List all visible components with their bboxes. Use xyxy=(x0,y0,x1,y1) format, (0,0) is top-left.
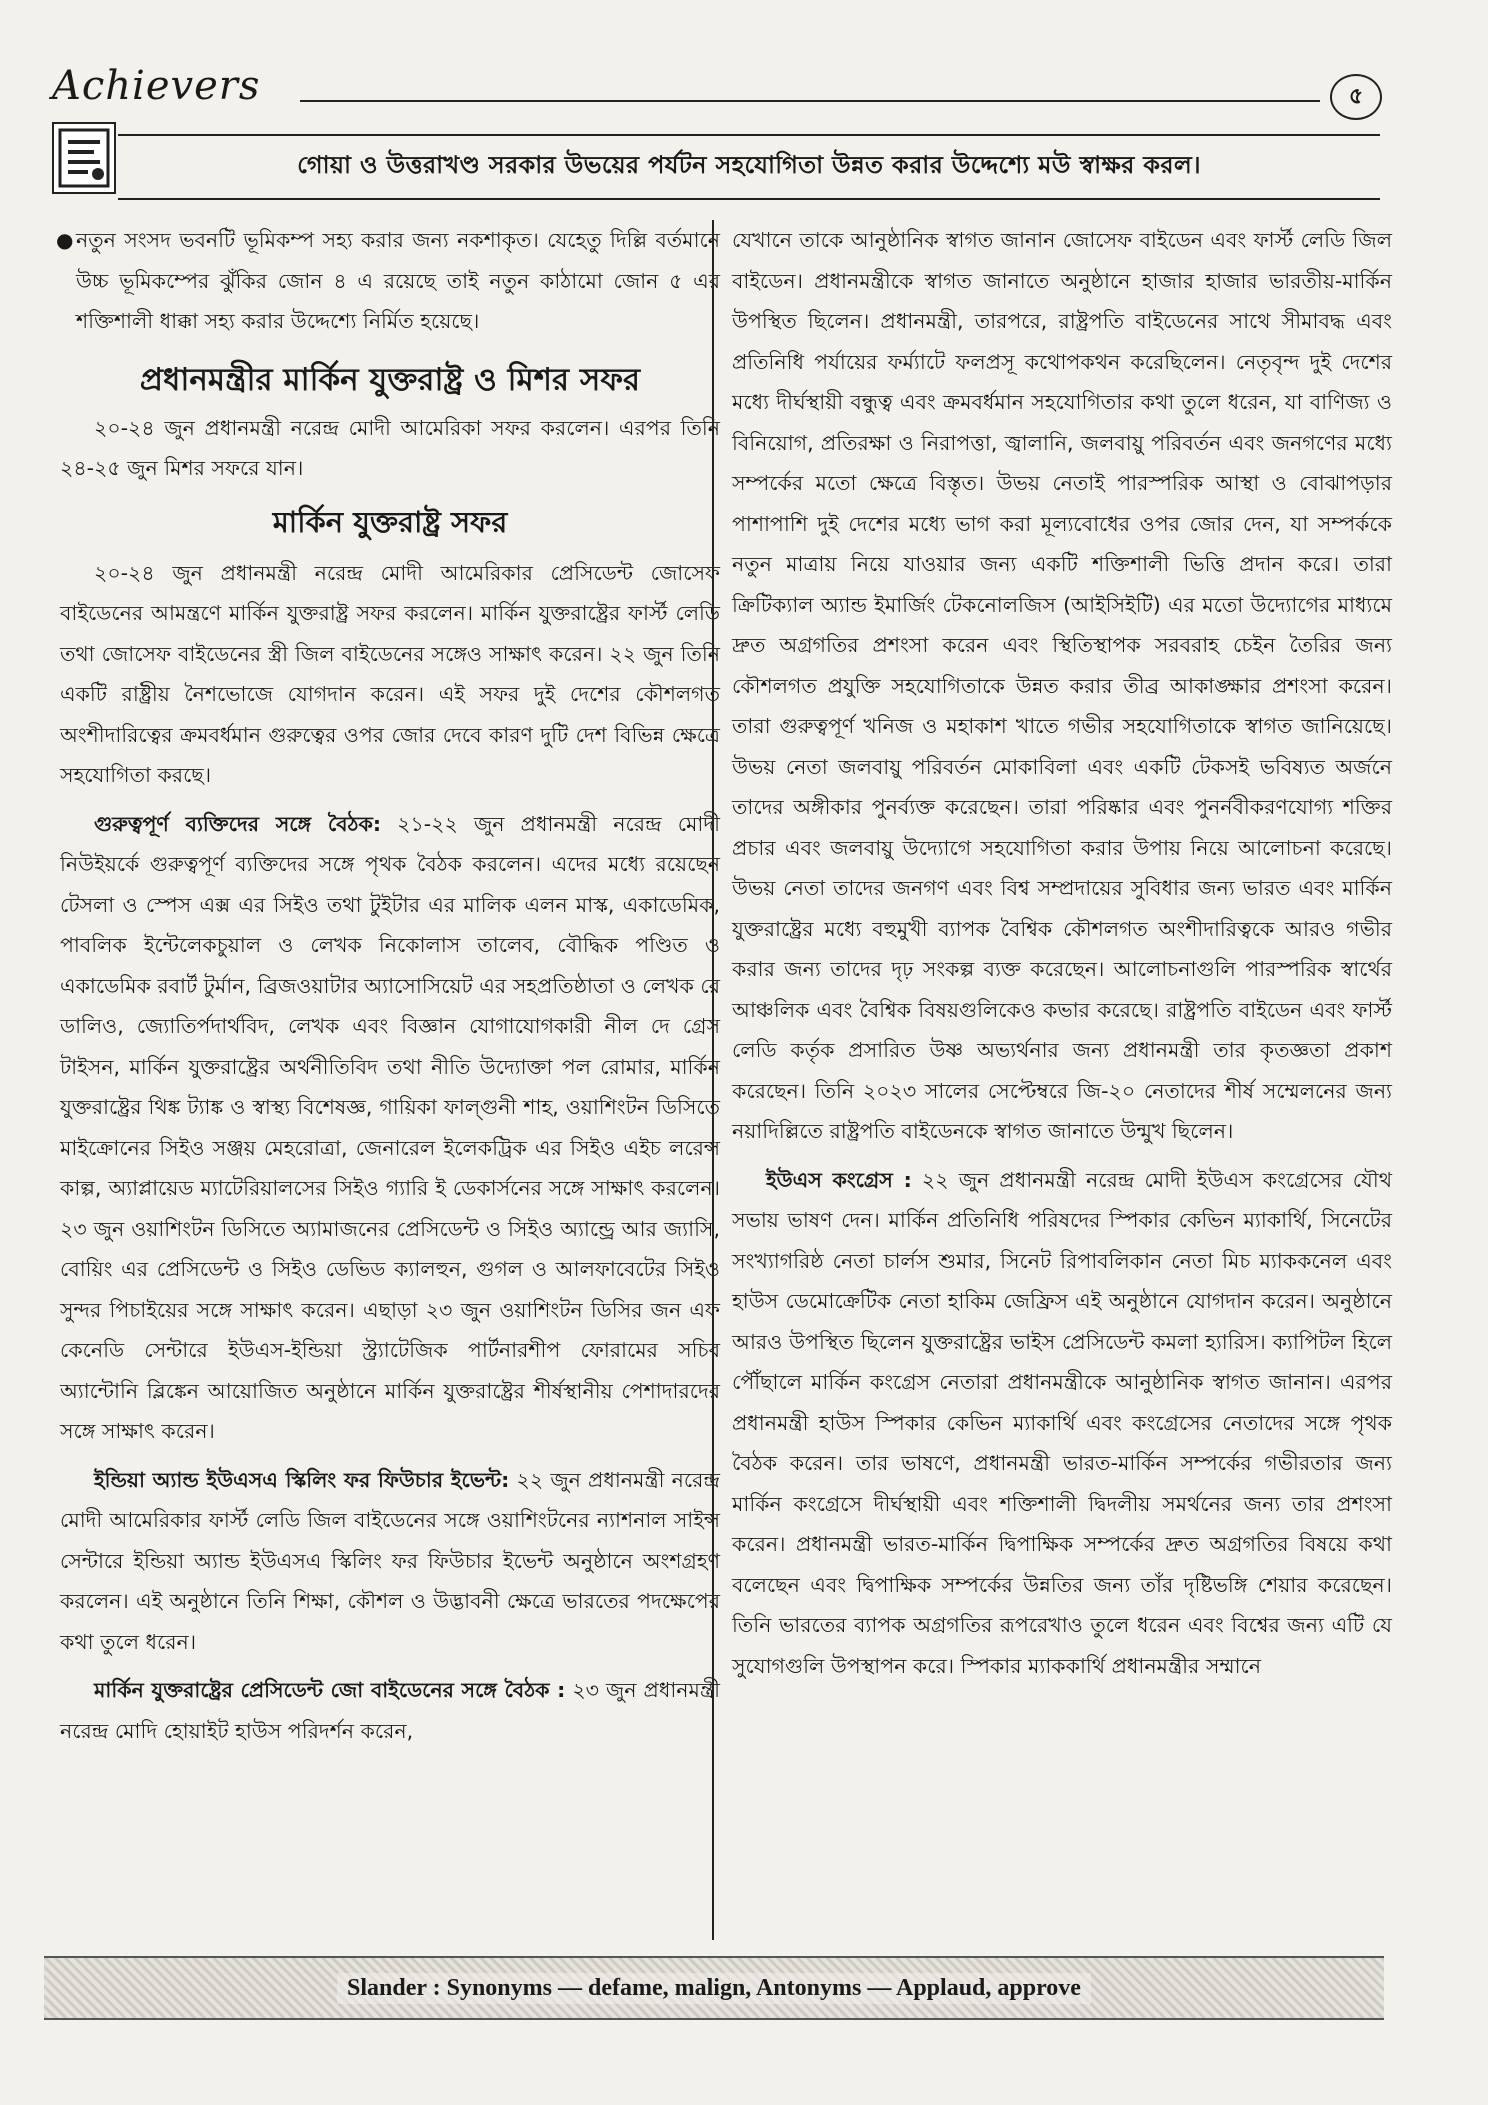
paragraph-4 xyxy=(60,1670,720,1751)
paragraph-4-lead: মার্কিন যুক্তরাষ্ট্রের প্রেসিডেন্ট জো বাইডেনের সঙ্গে বৈঠক : xyxy=(94,1678,566,1702)
paragraph-6 xyxy=(732,1160,1392,1687)
article-intro: ২০-২৪ জুন প্রধানমন্ত্রী নরেন্দ্র মোদী আমেরিকা সফর করলেন। এরপর তিনি ২৪-২৫ জুন মিশর সফরে যান। xyxy=(60,415,720,480)
bullet-text: নতুন সংসদ ভবনটি ভূমিকম্প সহ্য করার জন্য নকশাকৃত। যেহেতু দিল্লি বর্তমানে উচ্চ ভূমিকম্পের ঝুঁকির জোন ৪ এ রয়েছে তাই নতুন কাঠামো জোন ৫ এর শক্তিশালী ধাক্কা সহ্য করার উদ্দেশ্যে নির্মিত হয়েছে। xyxy=(76,228,720,333)
paragraph-6-lead: ইউএস কংগ্রেস : xyxy=(766,1167,912,1192)
header-rule xyxy=(300,100,1320,102)
paragraph-6-body: ২২ জুন প্রধানমন্ত্রী নরেন্দ্র মোদী ইউএস কংগ্রেসের যৌথ সভায় ভাষণ দেন। মার্কিন প্রতিনিধি পরিষদের স্পিকার কেভিন ম্যাকার্থি, সিনেটের সংখ্যাগরিষ্ঠ নেতা চার্লস শুমার, সিনেট রিপাবলিকান নেতা মিচ ম্যাককনেল এবং হাউস ডেমোক্রেটিক নেতা হাকিম জেফ্রিস এই অনুষ্ঠানে যোগদান করেন। অনুষ্ঠানে আরও উপস্থিত ছিলেন যুক্তরাষ্ট্রের ভাইস প্রেসিডেন্ট কমলা হ্যারিস। ক্যাপিটল হিলে পৌঁছালে মার্কিন কংগ্রেস নেতারা প্রধানমন্ত্রীকে আনুষ্ঠানিক স্বাগত জানান। এরপর প্রধানমন্ত্রী হাউস স্পিকার কেভিন ম্যাকার্থি এবং কংগ্রেসের নেতাদের সঙ্গে পৃথক বৈঠক করেন। তার ভাষণে, প্রধানমন্ত্রী ভারত-মার্কিন সম্পর্কের গভীরতার জন্য মার্কিন কংগ্রেসে দীর্ঘস্থায়ী এবং শক্তিশালী দ্বিদলীয় সমর্থনের জন্য তার প্রশংসা করেন। প্রধানমন্ত্রী ভারত-মার্কিন দ্বিপাক্ষিক সম্পর্কের দ্রুত অগ্রগতির বিষয়ে কথা বলেছেন এবং দ্বিপাক্ষিক সম্পর্কের উন্নতির জন্য তাঁর দৃষ্টিভঙ্গি শেয়ার করেছেন। তিনি ভারতের ব্যাপক অগ্রগতির রূপরেখাও তুলে ধরেন এবং বিশ্বের জন্য এটি যে সুযোগগুলি উপস্থাপন করে। স্পিকার ম্যাককার্থি প্রধানমন্ত্রীর সম্মানে xyxy=(732,1167,1392,1678)
left-column xyxy=(56,220,720,1759)
paragraph-3 xyxy=(60,1460,720,1663)
paragraph-3-lead: ইন্ডিয়া অ্যান্ড ইউএসএ স্কিলিং ফর ফিউচার ইভেন্ট: xyxy=(94,1467,510,1492)
paragraph-3-body: ২২ জুন প্রধানমন্ত্রী নরেন্দ্র মোদী আমেরিকার ফার্স্ট লেডি জিল বাইডেনের সঙ্গে ওয়াশিংটনের ন্যাশনাল সাইন্স সেন্টারে ইন্ডিয়া অ্যান্ড ইউএসএ স্কিলিং ফর ফিউচার ইভেন্ট অনুষ্ঠানে অংশগ্রহণ করলেন। এই অনুষ্ঠানে তিনি শিক্ষা, কৌশল ও উদ্ভাবনী ক্ষেত্রে ভারতের পদক্ষেপের কথা তুলে ধরেন। xyxy=(60,1467,720,1654)
paragraph-2 xyxy=(60,804,720,1452)
paragraph-4-body: ২৩ জুন প্রধানমন্ত্রী নরেন্দ্র মোদি হোয়াইট হাউস পরিদর্শন করেন, xyxy=(60,1678,720,1743)
news-icon xyxy=(52,122,116,194)
article-title: প্রধানমন্ত্রীর মার্কিন যুক্তরাষ্ট্র ও মিশর সফর xyxy=(139,361,641,398)
footer-vocab-text: Slander : Synonyms — defame, malign, Antonyms — Applaud, approve xyxy=(337,1973,1091,2004)
paragraph-2-body: ২১-২২ জুন প্রধানমন্ত্রী নরেন্দ্র মোদী নিউইয়র্কে গুরুত্বপূর্ণ ব্যক্তিদের সঙ্গে পৃথক বৈঠক করলেন। এদের মধ্যে রয়েছেন টেসলা ও স্পেস এক্স এর সিইও তথা টুইটার এর মালিক এলন মাস্ক, একাডেমিক, পাবলিক ইন্টেলেকচুয়াল ও লেখক নিকোলাস তালেব, বৌদ্ধিক পণ্ডিত ও একাডেমিক রবার্ট টুর্মান, ব্রিজওয়াটার অ্যাসোসিয়েট এর সহপ্রতিষ্ঠাতা ও লেখক রে ডালিও, জ্যোতির্পদার্থবিদ, লেখক এবং বিজ্ঞান যোগাযোগকারী নীল দে গ্রেস টাইসন, মার্কিন যুক্তরাষ্ট্রের অর্থনীতিবিদ তথা নীতি উদ্যোক্তা পল রোমার, মার্কিন যুক্তরাষ্ট্রের থিঙ্ক ট্যাঙ্ক ও স্বাস্থ্য বিশেষজ্ঞ, গায়িকা ফাল্গুনী শাহ, ওয়াশিংটন ডিসিতে মাইক্রোনের সিইও সঞ্জয় মেহরোত্রা, জেনারেল ইলেকট্রিক এর সিইও এইচ লরেন্স কাল্প, অ্যাপ্লায়েড ম্যাটেরিয়ালসের সিইও গ্যারি ই ডেকার্সনের সঙ্গে সাক্ষাৎ করলেন। ২৩ জুন ওয়াশিংটন ডিসিতে অ্যামাজনের প্রেসিডেন্ট ও সিইও অ্যান্ড্রে আর জ্যাসি, বোয়িং এর প্রেসিডেন্ট ও সিইও ডেভিড ক্যালহুন, গুগল ও আলফাবেটের সিইও সুন্দর পিচাইয়ের সঙ্গে সাক্ষাৎ করেন। এছাড়া ২৩ জুন ওয়াশিংটন ডিসির জন এফ কেনেডি সেন্টারে ইউএস-ইন্ডিয়া স্ট্র্যাটেজিক পার্টনারশীপ ফোরামের সচিব অ্যান্টোনি ব্লিঙ্কেন আয়োজিত অনুষ্ঠানে মার্কিন যুক্তরাষ্ট্রের শীর্ষস্থানীয় পেশাদারদের সঙ্গে সাক্ষাৎ করেন। xyxy=(60,811,720,1443)
paragraph-1: ২০-২৪ জুন প্রধানমন্ত্রী নরেন্দ্র মোদী আমেরিকার প্রেসিডেন্ট জোসেফ বাইডেনের আমন্ত্রণে মার্কিন যুক্তরাষ্ট্র সফর করলেন। মার্কিন যুক্তরাষ্ট্রের ফার্স্ট লেডি তথা জোসেফ বাইডেনের স্ত্রী জিল বাইডেনের সঙ্গেও সাক্ষাৎ করেন। ২২ জুন তিনি একটি রাষ্ট্রীয় নৈশভোজে যোগদান করেন। এই সফর দুই দেশের কৌশলগত অংশীদারিত্বের ক্রমবর্ধমান গুরুত্বের ওপর জোর দেবে কারণ দুটি দেশ বিভিন্ন ক্ষেত্রে সহযোগিতা করছে। xyxy=(60,560,720,787)
footer-vocab-bar xyxy=(44,1956,1384,2020)
bullet-icon: ● xyxy=(56,228,74,252)
brand-title: Achievers xyxy=(52,63,261,109)
paragraph-5: যেখানে তাকে আনুষ্ঠানিক স্বাগত জানান জোসেফ বাইডেন এবং ফার্স্ট লেডি জিল বাইডেন। প্রধানমন্ত্রীকে স্বাগত জানাতে অনুষ্ঠানে হাজার হাজার ভারতীয়-মার্কিন উপস্থিত ছিলেন। প্রধানমন্ত্রী, তারপরে, রাষ্ট্রপতি বাইডেনের সাথে সীমাবদ্ধ এবং প্রতিনিধি পর্যায়ের ফর্ম্যাটে ফলপ্রসূ কথোপকথন করেছিলেন। নেতৃবৃন্দ দুই দেশের মধ্যে দীর্ঘস্থায়ী বন্ধুত্ব এবং ক্রমবর্ধমান সহযোগিতার কথা তুলে ধরেন, যা বাণিজ্য ও বিনিয়োগ, প্রতিরক্ষা ও নিরাপত্তা, জ্বালানি, জলবায়ু পরিবর্তন এবং জনগণের মধ্যে সম্পর্কের মতো ক্ষেত্রে বিস্তৃত। উভয় নেতাই পারস্পরিক আস্থা ও বোঝাপড়ার পাশাপাশি দুই দেশের মধ্যে ভাগ করা মূল্যবোধের ওপর জোর দেন, যা সম্পর্ককে নতুন মাত্রায় নিয়ে যাওয়ার জন্য একটি শক্তিশালী ভিত্তি প্রদান করে। তারা ক্রিটিক্যাল অ্যান্ড ইমার্জিং টেকনোলজিস (আইসিইটি) এর মতো উদ্যোগের মাধ্যমে দ্রুত অগ্রগতির প্রশংসা করেন এবং স্থিতিস্থাপক সরবরাহ চেইন তৈরির জন্য কৌশলগত প্রযুক্তি সহযোগিতাকে উন্নত করার তীব্র আকাঙ্ক্ষার প্রশংসা করেন। তারা গুরুত্বপূর্ণ খনিজ ও মহাকাশ খাতে গভীর সহযোগিতাকে স্বাগত জানিয়েছে। উভয় নেতা জলবায়ু পরিবর্তন মোকাবিলা এবং একটি টেকসই ভবিষ্যত অর্জনে তাদের অঙ্গীকার পুনর্ব্যক্ত করেছেন। তারা পরিষ্কার এবং পুনর্নবীকরণযোগ্য শক্তির প্রচার এবং জলবায়ু উদ্যোগে সহযোগিতা করার উপায় নিয়ে আলোচনা করেছে। উভয় নেতা তাদের জনগণ এবং বিশ্ব সম্প্রদায়ের সুবিধার জন্য ভারত এবং মার্কিন যুক্তরাষ্ট্রের মধ্যে বহুমুখী ব্যাপক বৈশ্বিক কৌশলগত অংশীদারিত্বকে আরও গভীর করার জন্য তাদের দৃঢ় সংকল্প ব্যক্ত করেছেন। আলোচনাগুলি পারস্পরিক স্বার্থের আঞ্চলিক এবং বৈশ্বিক বিষয়গুলিকেও কভার করেছে। রাষ্ট্রপতি বাইডেন এবং ফার্স্ট লেডি কর্তৃক প্রসারিত উষ্ণ অভ্যর্থনার জন্য প্রধানমন্ত্রী তার কৃতজ্ঞতা প্রকাশ করেছেন। তিনি ২০২৩ সালের সেপ্টেম্বরে জি-২০ নেতাদের শীর্ষ সম্মেলনের জন্য নয়াদিল্লিতে রাষ্ট্রপতি বাইডেনকে স্বাগত জানাতে উন্মুখ ছিলেন। xyxy=(732,228,1393,1143)
section-heading: মার্কিন যুক্তরাষ্ট্র সফর xyxy=(272,504,508,539)
column-divider xyxy=(712,220,714,1940)
headline-banner: গোয়া ও উত্তরাখণ্ড সরকার উভয়ের পর্যটন সহযোগিতা উন্নত করার উদ্দেশ্যে মউ স্বাক্ষর করল। xyxy=(118,134,1380,200)
paragraph-2-lead: গুরুত্বপূর্ণ ব্যক্তিদের সঙ্গে বৈঠক: xyxy=(94,811,382,836)
page-number: ৫ xyxy=(1330,74,1382,120)
right-column xyxy=(732,220,1392,1694)
bullet-note xyxy=(56,220,720,342)
